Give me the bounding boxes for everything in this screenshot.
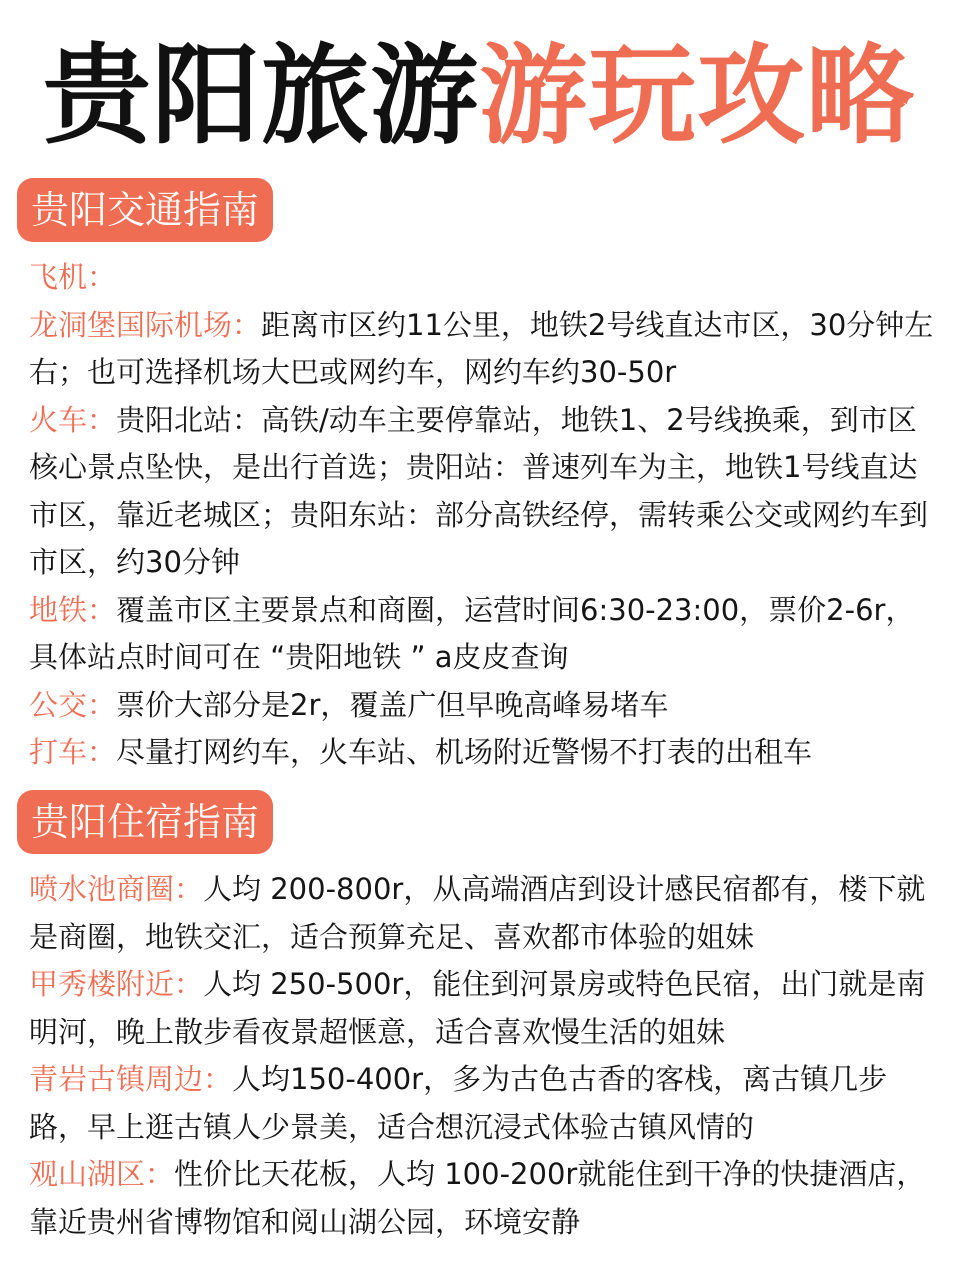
transport-item-plane [29, 254, 934, 302]
section-header-transport: 贵阳交通指南 [17, 178, 273, 242]
title-part-accent: 游玩攻略 [479, 34, 916, 159]
transport-item-train [29, 397, 934, 587]
transport-guide [29, 254, 934, 777]
item-label: 地铁： [29, 592, 117, 627]
item-text: 距离市区约11公里，地铁2号线直达市区，30分钟左右；也可选择机场大巴或网约车，网约车约30-50r [29, 307, 934, 389]
transport-item-bus [29, 682, 934, 730]
item-label: 公交： [29, 687, 117, 722]
item-text: 人均 200-800r，从高端酒店到设计感民宿都有，楼下就是商圈，地铁交汇，适合预算充足、喜欢都市体验的姐妹 [29, 872, 926, 954]
section-header-lodging: 贵阳住宿指南 [17, 790, 273, 854]
transport-item-metro [29, 587, 934, 682]
lodging-guide [29, 866, 934, 1246]
lodging-item-guanshanhu [29, 1151, 934, 1246]
item-text: 人均150-400r，多为古色古香的客栈，离古镇几步路，早上逛古镇人少景美，适合想沉浸式体验古镇风情的 [29, 1062, 888, 1144]
item-text: 性价比天花板，人均 100-200r就能住到干净的快捷酒店，靠近贵州省博物馆和阅山湖公园，环境安静 [29, 1157, 926, 1239]
item-text: 贵阳北站：高铁/动车主要停靠站，地铁1、2号线换乘，到市区核心景点坠快，是出行首选；贵阳站：普速列车为主，地铁1号线直达市区，靠近老城区；贵阳东站：部分高铁经停，需转乘公交或网约车到市区，约30分钟 [29, 402, 929, 579]
lodging-item-penshuichi [29, 866, 934, 961]
item-text: 尽量打网约车，火车站、机场附近警惕不打表的出租车 [116, 735, 813, 769]
item-label: 飞机： [29, 260, 117, 294]
lodging-item-qingyan [29, 1056, 934, 1151]
item-label: 喷水池商圈： [29, 872, 204, 906]
item-label: 龙洞堡国际机场： [29, 307, 262, 342]
transport-item-airport [29, 302, 934, 397]
page-title [0, 32, 958, 162]
item-text: 人均 250-500r，能住到河景房或特色民宿，出门就是南明河，晚上散步看夜景超惬意，适合喜欢慢生活的姐妹 [29, 967, 926, 1049]
transport-item-taxi [29, 729, 934, 777]
lodging-item-jiaxiulou [29, 961, 934, 1056]
item-label: 青岩古镇周边： [29, 1062, 233, 1096]
item-label: 打车： [29, 735, 117, 769]
title-part-main: 贵阳旅游 [42, 34, 479, 159]
item-label: 甲秀楼附近： [29, 967, 204, 1001]
item-text: 票价大部分是2r，覆盖广但早晚高峰易堵车 [116, 687, 669, 722]
item-label: 火车： [29, 402, 117, 437]
item-label: 观山湖区： [29, 1157, 175, 1191]
item-text: 覆盖市区主要景点和商圈，运营时间6:30-23:00，票价2-6r，具体站点时间可在 “贵阳地铁 ” a皮皮查询 [29, 592, 915, 674]
